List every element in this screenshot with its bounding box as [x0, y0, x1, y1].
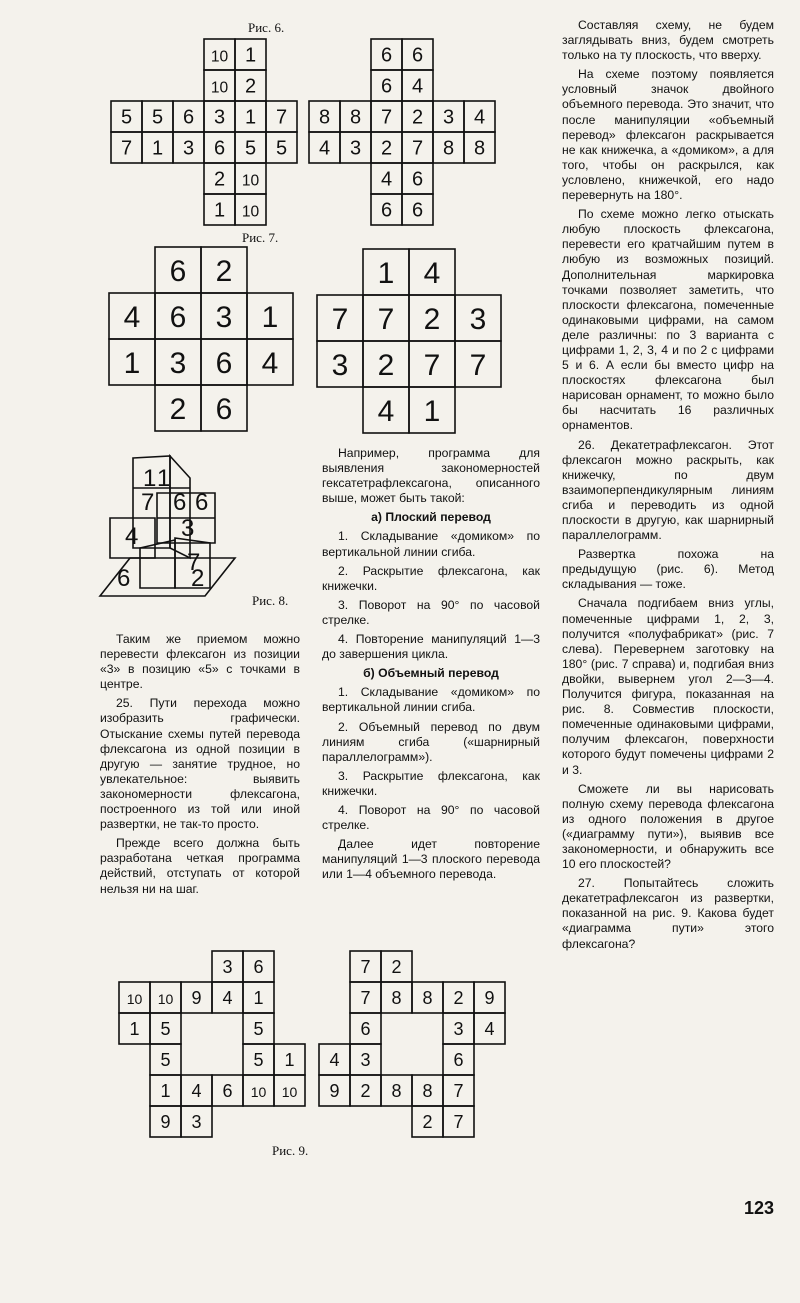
- para-right-4: 26. Декатетрафлексагон. Этот флексагон можно раскрыть, как книжечку, по двум взаимоперпендикулярным линиям сгиба и переводить из одной плоскости в другую, как шарнирный параллелограмм.: [562, 437, 774, 543]
- grid-digit: 2: [360, 1080, 371, 1101]
- fig8-label: 1: [143, 465, 157, 492]
- grid-digit: 6: [411, 44, 424, 67]
- grid-digit: 1: [129, 1018, 140, 1039]
- grid-digit: 5: [160, 1049, 171, 1070]
- grid-digit: 6: [380, 75, 393, 98]
- grid-digit: 2: [377, 348, 395, 382]
- fig6-left-grid: [110, 38, 300, 228]
- fig9-caption: Рис. 9.: [272, 1143, 309, 1158]
- grid-digit: 4: [318, 137, 331, 160]
- fig9-right-grid: [318, 950, 508, 1140]
- grid-digit: 2: [423, 302, 441, 336]
- grid-digit: 3: [213, 106, 226, 129]
- middle-column: [322, 446, 540, 886]
- grid-digit: 6: [222, 1080, 233, 1101]
- grid-digit: 7: [380, 106, 393, 129]
- grid-digit: 6: [169, 300, 187, 334]
- grid-digit: 8: [442, 137, 455, 160]
- grid-digit: 2: [422, 1111, 433, 1132]
- step-a3: 3. Поворот на 90° по часовой стрелке.: [322, 597, 540, 627]
- grid-digit: 2: [215, 254, 233, 288]
- grid-digit: 1: [423, 394, 441, 428]
- grid-digit: 6: [411, 199, 424, 222]
- grid-digit: 8: [422, 1080, 433, 1101]
- para-mid-1: Например, программа для выявления закономерностей гексатетрафлексагона, описанного выше, может быть такой:: [322, 446, 540, 506]
- grid-digit: 6: [215, 392, 233, 426]
- grid-digit: 2: [380, 137, 393, 160]
- grid-digit: 3: [215, 300, 233, 334]
- grid-digit: 9: [484, 987, 495, 1008]
- grid-digit: 2: [244, 75, 257, 98]
- grid-digit: 4: [423, 256, 441, 290]
- grid-digit: 3: [360, 1049, 371, 1070]
- step-a2: 2. Раскрытие флексагона, как книжечки.: [322, 563, 540, 593]
- grid-digit: 4: [377, 394, 395, 428]
- para-right-6: Сначала подгибаем вниз углы, помеченные цифрами 1, 2, 3, получится «полуфабрикат» (рис. 7 слева). Перевернем заготовку на 180° (рис. 7 справа) и, подгибая вниз двойки, вывернем угол 2—3—4. Получится фигура, показанная на рис. 8. Совместив плоскости, помеченные одинаковыми цифрами, получим флексагон, поверхности которого будут помечены цифрами 2 и 3.: [562, 596, 774, 777]
- para-right-5: Развертка похожа на предыдущую (рис. 6). Метод складывания — тоже.: [562, 547, 774, 592]
- grid-digit: 7: [423, 348, 441, 382]
- grid-digit: 7: [411, 137, 424, 160]
- grid-digit: 9: [191, 987, 202, 1008]
- para-right-2: На схеме поэтому появляется условный значок двойного объемного перевода. Это значит, что после манипуляции «объемный перевод» флексагон раскрывается не как книжечка, а «домиком», а для того, чтобы он раскрылся, как условлено, книжечкой, его надо перевернуть на 180°.: [562, 67, 774, 203]
- grid-digit: 5: [253, 1018, 264, 1039]
- fig8-label: 3: [181, 515, 195, 542]
- grid-digit: 4: [484, 1018, 495, 1039]
- grid-digit: 2: [169, 392, 187, 426]
- fig8-label: 4: [125, 523, 139, 550]
- grid-digit: 5: [160, 1018, 171, 1039]
- right-column: [562, 18, 774, 956]
- fig9-left-grid: [118, 950, 308, 1140]
- grid-digit: 1: [244, 44, 257, 67]
- grid-digit: 6: [411, 168, 424, 191]
- grid-digit: 1: [151, 137, 164, 160]
- grid-digit: 6: [253, 956, 264, 977]
- grid-digit: 7: [275, 106, 288, 129]
- grid-digit: 10: [210, 48, 229, 66]
- grid-digit: 10: [210, 79, 229, 97]
- grid-digit: 10: [241, 203, 260, 221]
- grid-digit: 4: [123, 300, 141, 334]
- grid-digit: 2: [411, 106, 424, 129]
- grid-digit: 6: [453, 1049, 464, 1070]
- grid-digit: 7: [331, 302, 349, 336]
- grid-digit: 9: [160, 1111, 171, 1132]
- step-b3: 3. Раскрытие флексагона, как книжечки.: [322, 768, 540, 798]
- para-right-1: Составляя схему, не будем заглядывать вниз, будем смотреть только на ту плоскость, что вверху.: [562, 18, 774, 63]
- step-b1: 1. Складывание «домиком» по вертикальной линии сгиба.: [322, 685, 540, 715]
- fig8-label: 7: [141, 489, 155, 516]
- grid-digit: 6: [380, 199, 393, 222]
- step-b4: 4. Поворот на 90° по часовой стрелке.: [322, 802, 540, 833]
- grid-digit: 4: [380, 168, 393, 191]
- grid-digit: 2: [213, 168, 226, 191]
- fig7-left-grid: [108, 246, 298, 436]
- grid-digit: 3: [331, 348, 349, 382]
- grid-digit: 7: [469, 348, 487, 382]
- fig8-folded-flexagon: [95, 448, 255, 608]
- grid-digit: 10: [250, 1083, 267, 1100]
- fig8-label: 6: [117, 565, 131, 592]
- grid-digit: 1: [123, 346, 141, 380]
- grid-digit: 10: [126, 990, 143, 1007]
- grid-digit: 7: [360, 987, 371, 1008]
- grid-digit: 10: [281, 1083, 298, 1100]
- grid-digit: 3: [182, 137, 195, 160]
- fig8-label: 6: [195, 489, 209, 516]
- grid-digit: 8: [391, 1080, 402, 1101]
- page-number: 123: [744, 1198, 775, 1218]
- fig8-label: 7: [187, 549, 201, 576]
- grid-digit: 8: [318, 106, 331, 129]
- grid-digit: 6: [213, 137, 226, 160]
- para-right-7: Сможете ли вы нарисовать полную схему перевода флексагона из одного положения в другое («диаграмму пути»), выявив все закономерности, и обнаружить все 10 его плоскостей?: [562, 781, 774, 872]
- para-left-2: 25. Пути перехода можно изобразить графически. Отыскание схемы путей перевода флексагона из одной позиции в другую — занятие трудное, но увлекательное: выявить закономерности флексагона, построенного из той или иной развертки, не так-то просто.: [100, 696, 300, 832]
- grid-digit: 1: [284, 1049, 295, 1070]
- grid-digit: 7: [453, 1080, 464, 1101]
- grid-digit: 10: [157, 990, 174, 1007]
- grid-digit: 6: [169, 254, 187, 288]
- step-b2: 2. Объемный перевод по двум линиям сгиба («шарнирный параллелограмм»).: [322, 719, 540, 764]
- grid-digit: 7: [360, 956, 371, 977]
- grid-digit: 3: [453, 1018, 464, 1039]
- grid-digit: 4: [191, 1080, 202, 1101]
- grid-digit: 3: [349, 137, 362, 160]
- grid-digit: 5: [151, 106, 164, 129]
- fig8-label: 6: [173, 489, 187, 516]
- grid-digit: 4: [329, 1049, 340, 1070]
- heading-flat: а) Плоский перевод: [371, 510, 491, 525]
- grid-digit: 10: [241, 172, 260, 190]
- grid-digit: 5: [244, 137, 257, 160]
- grid-digit: 8: [473, 137, 486, 160]
- para-right-3: По схеме можно легко отыскать любую плоскость флексагона, перевести его кратчайшим путем в любую из возможных позиций. Дополнительная маркировка точками позволяет заметить, что плоскости флексагона, помеченные одинаковыми цифрами, на самом деле различны: по 3 варианта с цифрами 1, 2, 3, 4 и по 2 с цифрами 5 и 6. А если бы вместо цифр на плоскостях флексагона был нарисован орнамент, то можно было бы насчитать 16 различных орнаментов.: [562, 207, 774, 433]
- grid-digit: 1: [160, 1080, 171, 1101]
- grid-digit: 7: [453, 1111, 464, 1132]
- grid-digit: 5: [120, 106, 133, 129]
- grid-digit: 4: [411, 75, 424, 98]
- grid-digit: 3: [191, 1111, 202, 1132]
- grid-digit: 5: [253, 1049, 264, 1070]
- grid-digit: 3: [442, 106, 455, 129]
- step-a1: 1. Складывание «домиком» по вертикальной линии сгиба.: [322, 529, 540, 559]
- grid-digit: 7: [120, 137, 133, 160]
- grid-digit: 6: [360, 1018, 371, 1039]
- grid-digit: 2: [391, 956, 402, 977]
- fig8-label: 2: [191, 565, 205, 592]
- para-right-8: 27. Попытайтесь сложить декатетрафлексагон из развертки, показанной на рис. 9. Какова будет «диаграмма пути» этого флексагона?: [562, 876, 774, 951]
- fig7-caption: Рис. 7.: [242, 230, 279, 245]
- grid-digit: 4: [261, 346, 279, 380]
- grid-digit: 1: [261, 300, 279, 334]
- grid-digit: 8: [391, 987, 402, 1008]
- grid-digit: 4: [473, 106, 486, 129]
- fig8-label: 1: [157, 465, 171, 492]
- grid-digit: 5: [275, 137, 288, 160]
- fig8-caption: Рис. 8.: [252, 593, 289, 608]
- para-mid-last: Далее идет повторение манипуляций 1—3 плоского перевода или 1—4 объемного перевода.: [322, 837, 540, 882]
- grid-digit: 6: [182, 106, 195, 129]
- grid-digit: 6: [380, 44, 393, 67]
- grid-digit: 1: [377, 256, 395, 290]
- grid-digit: 4: [222, 987, 233, 1008]
- left-column: [100, 632, 300, 901]
- grid-digit: 8: [349, 106, 362, 129]
- step-a4: 4. Повторение манипуляций 1—3 до завершения цикла.: [322, 632, 540, 662]
- grid-digit: 3: [169, 346, 187, 380]
- fig6-caption: Рис. 6.: [248, 20, 285, 35]
- grid-digit: 1: [244, 106, 257, 129]
- grid-digit: 9: [329, 1080, 340, 1101]
- grid-digit: 2: [453, 987, 464, 1008]
- heading-volume: б) Объемный перевод: [363, 666, 499, 681]
- para-left-3: Прежде всего должна быть разработана четкая программа действий, отступать от которой нельзя ни на шаг.: [100, 836, 300, 896]
- grid-digit: 7: [377, 302, 395, 336]
- grid-digit: 1: [213, 199, 226, 222]
- grid-digit: 8: [422, 987, 433, 1008]
- fig6-right-grid: [308, 38, 498, 228]
- fig7-right-grid: [316, 248, 506, 438]
- para-left-1: Таким же приемом можно перевести флексагон из позиции «3» в позицию «5» с точками в центре.: [100, 632, 300, 692]
- grid-digit: 3: [222, 956, 233, 977]
- grid-digit: 1: [253, 987, 264, 1008]
- grid-digit: 3: [469, 302, 487, 336]
- grid-digit: 6: [215, 346, 233, 380]
